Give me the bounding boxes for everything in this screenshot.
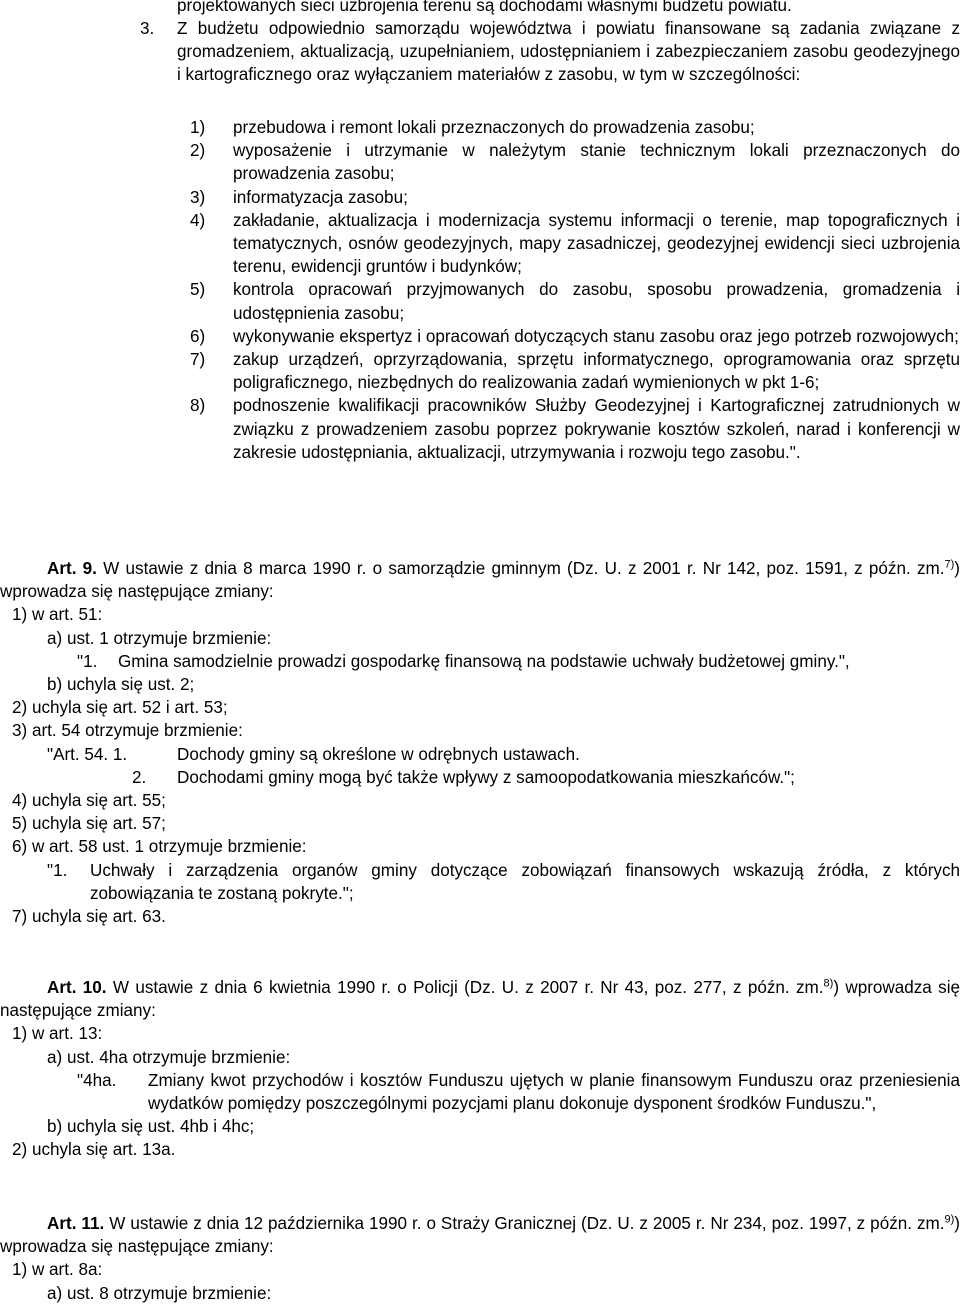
article-label: Art. 9. <box>47 559 97 578</box>
footnote-ref: 8) <box>823 977 834 990</box>
article-9-intro: Art. 9. W ustawie z dnia 8 marca 1990 r. o samorządzie gminnym (Dz. U. z 2001 r. Nr 142, poz. 1591, z późn. zm.$^{7)}$) wprowadza się następujące zmiany: <box>0 558 960 602</box>
article-10: Art. 10. W ustawie z dnia 6 kwietnia 1990 r. o Policji (Dz. U. z 2007 r. Nr 43, poz. 277, z późn. zm.$^{8)}$) wprowadza się następujące zmiany: 1) w art. 13: a) ust. 4ha otrzymuje brzmienie: "4ha. Zmiany kwot przychodów i kosztów Funduszu ujętych w planie finansowym Funduszu oraz przeniesienia wydatków pomiędzy poszczególnymi pozycjami planu dokonuje dysponent środków Funduszu.", b) uchyla się ust. 4hb i 4hc; 2) uchyla się art. 13a. <box>0 977 960 1160</box>
item-3-text: Z budżetu odpowiednio samorządu województwa i powiatu finansowane są zadania związane z gromadzeniem, aktualizacją, uzupełnianiem, udostępnianiem i zabezpieczaniem zasobu geodezyjnego i kartograficznego oraz wyłączaniem materiałów z zasobu, w tym w szczególności: <box>177 19 960 85</box>
continuation-line: projektowanych sieci uzbrojenia terenu są dochodami własnymi budżetu powiatu. <box>177 0 792 15</box>
list-item: 6) wykonywanie ekspertyz i opracowań dotyczących stanu zasobu oraz jego potrzeb rozwojowych; <box>190 326 959 346</box>
list-item: 4) zakładanie, aktualizacja i modernizacja systemu informacji o terenie, map topograficznych i tematycznych, osnów geodezyjnych, mapy zasadniczej, geodezyjnej ewidencji sieci uzbrojenia terenu, ewidencji gruntów i budynków; <box>190 210 960 277</box>
list-item: 8) podnoszenie kwalifikacji pracowników Służby Geodezyjnej i Kartograficznej zatrudnionych w związku z prowadzeniem zasobu poprzez pokrywanie kosztów szkoleń, narad i konferencji w zakresie udostępniania, aktualizacji, utrzymywania i rozwoju tego zasobu.". <box>190 396 960 462</box>
points-list <box>190 116 960 464</box>
article-11: Art. 11. W ustawie z dnia 12 października 1990 r. o Straży Granicznej (Dz. U. z 2005 r. Nr 234, poz. 1997, z późn. zm.$^{9)}$) wprowadza się następujące zmiany: 1) w art. 8a: a) ust. 8 otrzymuje brzmienie: <box>0 1213 960 1303</box>
article-label: Art. 10. <box>47 978 107 997</box>
list-item: 7) zakup urządzeń, oprzyrządowania, sprzętu informatycznego, oprogramowania oraz sprzętu poligraficznego, niezbędnych do realizowania zadań wymienionych w pkt 1-6; <box>190 350 960 393</box>
article-10-intro: Art. 10. W ustawie z dnia 6 kwietnia 1990 r. o Policji (Dz. U. z 2007 r. Nr 43, poz. 277, z późn. zm.$^{8)}$) wprowadza się następujące zmiany: <box>0 977 960 1021</box>
article-11-intro: Art. 11. W ustawie z dnia 12 października 1990 r. o Straży Granicznej (Dz. U. z 2005 r. Nr 234, poz. 1997, z późn. zm.$^{9)}$) wprowadza się następujące zmiany: <box>0 1213 960 1257</box>
article-9: Art. 9. W ustawie z dnia 8 marca 1990 r. o samorządzie gminnym (Dz. U. z 2001 r. Nr 142, poz. 1591, z późn. zm.$^{7)}$) wprowadza się następujące zmiany: 1) w art. 51: a) ust. 1 otrzymuje brzmienie: "1. Gmina samodzielnie prowadzi gospodarkę finansową na podstawie uchwały budżetowej gminy.", b) uchyla się ust. 2; 2) uchyla się art. 52 i art. 53; 3) art. 54 otrzymuje brzmienie: "Art. 54. 1. Dochody gminy są określone w odrębnych ustawach. 2. Dochodami gminy mogą być także wpływy z samoopodatkowania mieszkańców."; 4) uchyla się art. 55; 5) uchyla się art. 57; 6) w art. 58 ust. 1 otrzymuje brzmienie: "1. Uchwały i zarządzenia organów gminy dotyczące zobowiązań finansowych wskazują źródła, z których zobowiązania te zostaną pokryte."; 7) uchyla się art. 63. <box>0 558 960 927</box>
list-item: 2) wyposażenie i utrzymanie w należytym stanie technicznym lokali przeznaczonych do prowadzenia zasobu; <box>190 141 960 184</box>
footnote-ref: 9) <box>944 1213 955 1226</box>
item-3-number: 3. <box>140 19 155 38</box>
footnote-ref: 7) <box>944 558 955 571</box>
list-item: 5) kontrola opracowań przyjmowanych do zasobu, sposobu prowadzenia, gromadzenia i udostępnienia zasobu; <box>190 280 960 323</box>
article-label: Art. 11. <box>47 1214 105 1233</box>
list-item: 1) przebudowa i remont lokali przeznaczonych do prowadzenia zasobu; <box>190 118 755 137</box>
item-3 <box>140 17 960 87</box>
list-item: 3) informatyzacja zasobu; <box>190 187 408 207</box>
